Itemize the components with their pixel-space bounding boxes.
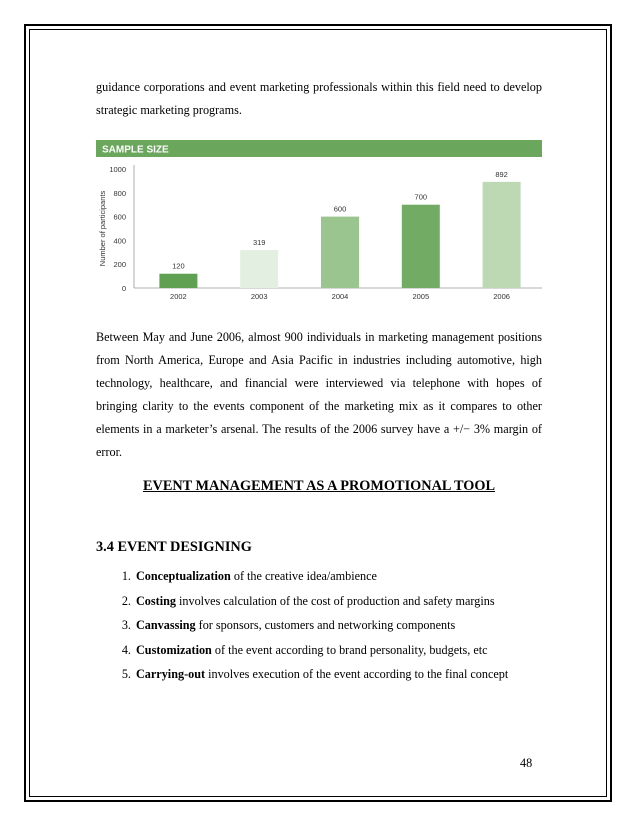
- x-tick-label: 2006: [493, 292, 510, 301]
- page-content: [96, 76, 542, 691]
- list-item: [134, 617, 542, 634]
- data-label: 319: [252, 238, 266, 248]
- chart-title: SAMPLE SIZE: [102, 144, 169, 156]
- chart-bar: [483, 182, 521, 288]
- y-tick-label: 1000: [109, 165, 126, 174]
- chart-bar: [402, 205, 440, 288]
- step-term: Conceptualization: [136, 569, 231, 583]
- data-label: 120: [172, 261, 185, 271]
- steps-list: [96, 568, 542, 683]
- data-label: 892: [495, 169, 508, 179]
- step-text: for sponsors, customers and networking components: [195, 618, 456, 632]
- body-paragraph: Between May and June 2006, almost 900 individuals in marketing management positions from North America, Europe and Asia Pacific in industries including automotive, high technology, healthcare, and financial were interviewed via telephone with hopes of bringing clarity to the events component of the marketing mix as it compares to other elements in a marketer’s arsenal. The results of the 2006 survey have a +/− 3% margin of error.: [96, 330, 542, 459]
- chart-bar: [240, 250, 278, 288]
- intro-paragraph: guidance corporations and event marketing professionals within this field need to develop strategic marketing programs.: [96, 80, 542, 117]
- step-text: of the creative idea/ambience: [230, 569, 377, 583]
- list-item: [134, 568, 542, 585]
- center-heading: EVENT MANAGEMENT AS A PROMOTIONAL TOOL: [142, 478, 496, 494]
- step-term: Costing: [136, 593, 176, 608]
- list-item: [134, 593, 542, 610]
- chart-bar: [159, 274, 197, 288]
- x-tick-label: 2003: [250, 292, 268, 301]
- step-text: involves calculation of the cost of production and safety margins: [175, 593, 495, 608]
- y-tick-label: 400: [113, 236, 126, 246]
- step-term: Carrying-out: [136, 667, 206, 681]
- y-axis-label: Number of participants: [98, 190, 107, 267]
- chart-svg: [96, 140, 542, 310]
- data-label: 700: [414, 192, 428, 202]
- x-tick-label: 2002: [170, 292, 187, 301]
- step-text: involves execution of the event according to the final concept: [205, 667, 509, 681]
- page-number: 48: [520, 756, 533, 770]
- step-term: Canvassing: [136, 618, 196, 632]
- chart-bar: [321, 217, 359, 288]
- list-item: [134, 642, 542, 659]
- x-tick-label: 2005: [412, 292, 430, 301]
- y-tick-label: 0: [121, 284, 126, 293]
- y-tick-label: 200: [113, 260, 126, 270]
- y-tick-label: 800: [113, 188, 126, 198]
- data-label: 600: [333, 204, 347, 214]
- sample-size-chart: [96, 140, 542, 310]
- step-term: Customization: [136, 642, 212, 657]
- list-item: [134, 666, 542, 683]
- step-text: of the event according to brand personality, budgets, etc: [211, 642, 488, 657]
- y-tick-label: 600: [113, 212, 126, 222]
- section-title: 3.4 EVENT DESIGNING: [96, 539, 252, 555]
- x-tick-label: 2004: [331, 292, 349, 301]
